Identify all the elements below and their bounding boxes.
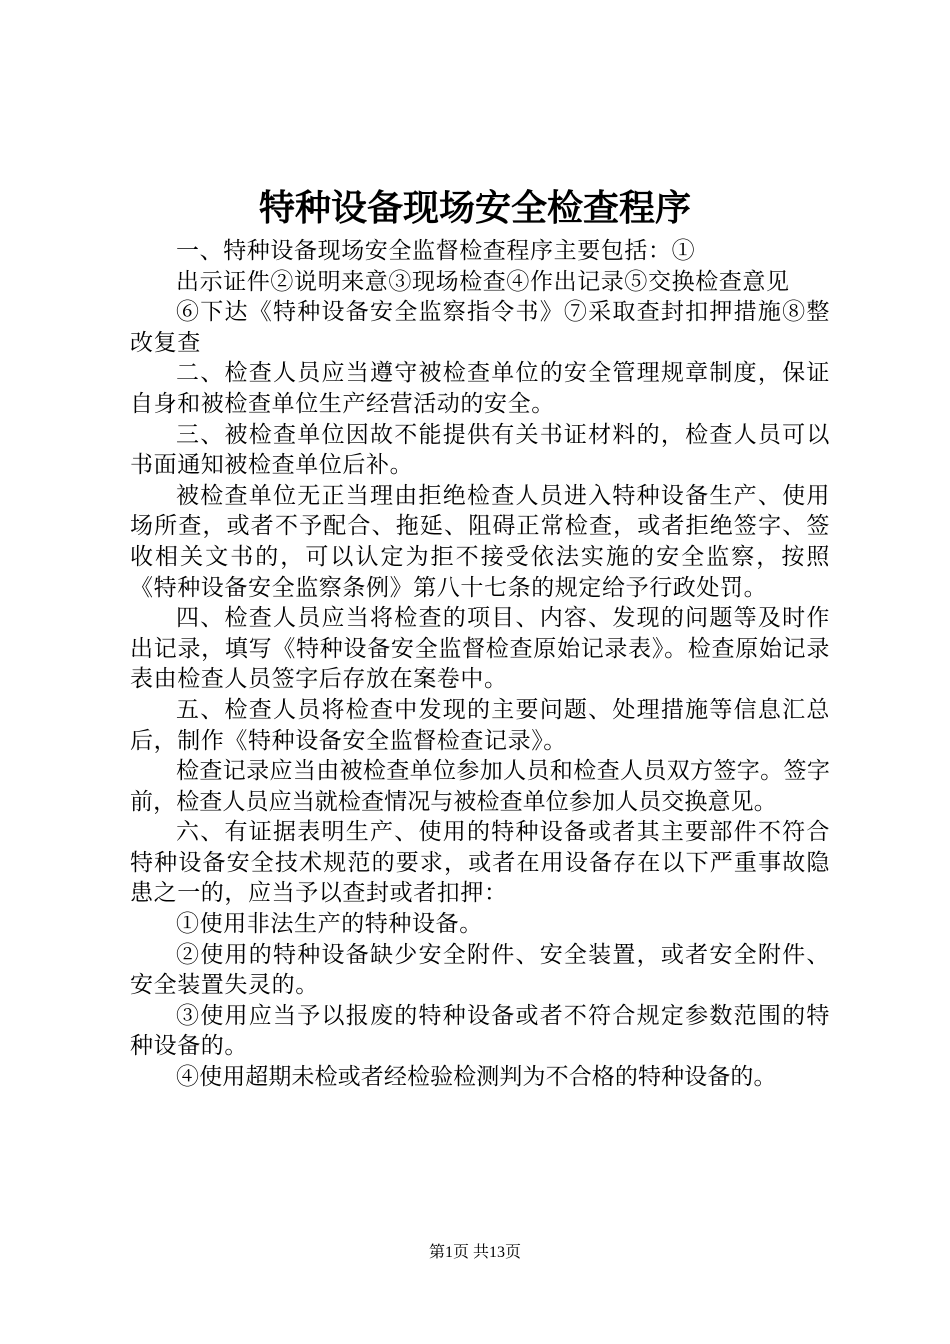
paragraph-14: ④使用超期未检或者经检验检测判为不合格的特种设备的。 xyxy=(176,1064,777,1091)
paragraph-7: 四、检查人员应当将检查的项目、内容、发现的问题等及时作出记录，填写《特种设备安全监督检查原始记录表》。检查原始记录表由检查人员签字后存放在案卷中。 xyxy=(130,605,830,693)
paragraph-10: 六、有证据表明生产、使用的特种设备或者其主要部件不符合特种设备安全技术规范的要求，或者在用设备存在以下严重事故隐患之一的，应当予以查封或者扣押： xyxy=(130,819,830,907)
page-footer: 第1页 共13页 xyxy=(428,1244,521,1261)
document-title: 特种设备现场安全检查程序 xyxy=(258,188,691,229)
paragraph-8: 五、检查人员将检查中发现的主要问题、处理措施等信息汇总后，制作《特种设备安全监督检查记录》。 xyxy=(130,696,830,754)
paragraph-11: ①使用非法生产的特种设备。 xyxy=(176,911,483,938)
paragraph-5: 三、被检查单位因故不能提供有关书证材料的，检查人员可以书面通知被检查单位后补。 xyxy=(130,421,830,479)
paragraph-6: 被检查单位无正当理由拒绝检查人员进入特种设备生产、使用场所查，或者不予配合、拖延、阻碍正常检查，或者拒绝签字、签收相关文书的，可以认定为拒不接受依法实施的安全监察，按照《特种设备安全监察条例》第八十七条的规定给予行政处罚。 xyxy=(130,482,830,601)
paragraph-1: 一、特种设备现场安全监督检查程序主要包括：① xyxy=(176,238,696,264)
document-body xyxy=(130,236,830,1093)
paragraph-12: ②使用的特种设备缺少安全附件、安全装置，或者安全附件、安全装置失灵的。 xyxy=(130,941,830,999)
paragraph-4: 二、检查人员应当遵守被检查单位的安全管理规章制度，保证自身和被检查单位生产经营活动的安全。 xyxy=(130,360,830,417)
paragraph-2: 出示证件②说明来意③现场检查④作出记录⑤交换检查意见 xyxy=(176,268,790,295)
paragraph-9: 检查记录应当由被检查单位参加人员和检查人员双方签字。签字前，检查人员应当就检查情况与被检查单位参加人员交换意见。 xyxy=(130,758,830,815)
paragraph-3: ⑥下达《特种设备安全监察指令书》⑦采取查封扣押措施⑧整改复查 xyxy=(130,299,830,356)
paragraph-13: ③使用应当予以报废的特种设备或者不符合规定参数范围的特种设备的。 xyxy=(130,1002,830,1060)
